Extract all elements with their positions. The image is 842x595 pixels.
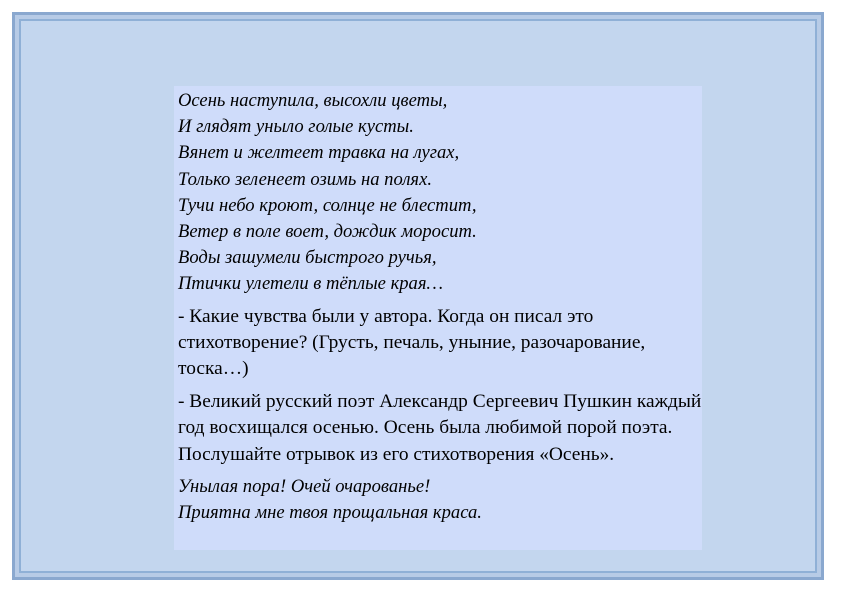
poem-line: Ветер в поле воет, дождик моросит. <box>178 221 477 243</box>
pushkin-intro-paragraph: - Великий русский поэт Александр Сергеевич Пушкин каждый год восхищался осенью. Осень была любимой порой поэта. Послушайте отрывок из его стихотворения «Осень». <box>178 390 702 465</box>
question-paragraph: - Какие чувства были у автора. Когда он писал это стихотворение? (Грусть, печаль, уныние, разочарование, тоска…) <box>178 305 646 380</box>
poem-line: Птички улетели в тёплые края… <box>178 273 444 295</box>
poem-line: Тучи небо кроют, солнце не блестит, <box>178 194 477 216</box>
text-box <box>174 86 702 550</box>
poem-line: И глядят уныло голые кусты. <box>178 116 414 138</box>
poem-line: Воды зашумели быстрого ручья, <box>178 247 437 269</box>
poem-line: Вянет и желтеет травка на лугах, <box>178 142 460 164</box>
poem-line: Осень наступила, высохли цветы, <box>178 90 448 111</box>
pushkin-line: Унылая пора! Очей очарованье! <box>178 476 431 498</box>
pushkin-stanza <box>178 474 702 526</box>
poem-stanza <box>178 88 702 298</box>
pushkin-line: Приятна мне твоя прощальная краса. <box>178 502 482 524</box>
poem-line: Только зеленеет озимь на полях. <box>178 168 432 190</box>
